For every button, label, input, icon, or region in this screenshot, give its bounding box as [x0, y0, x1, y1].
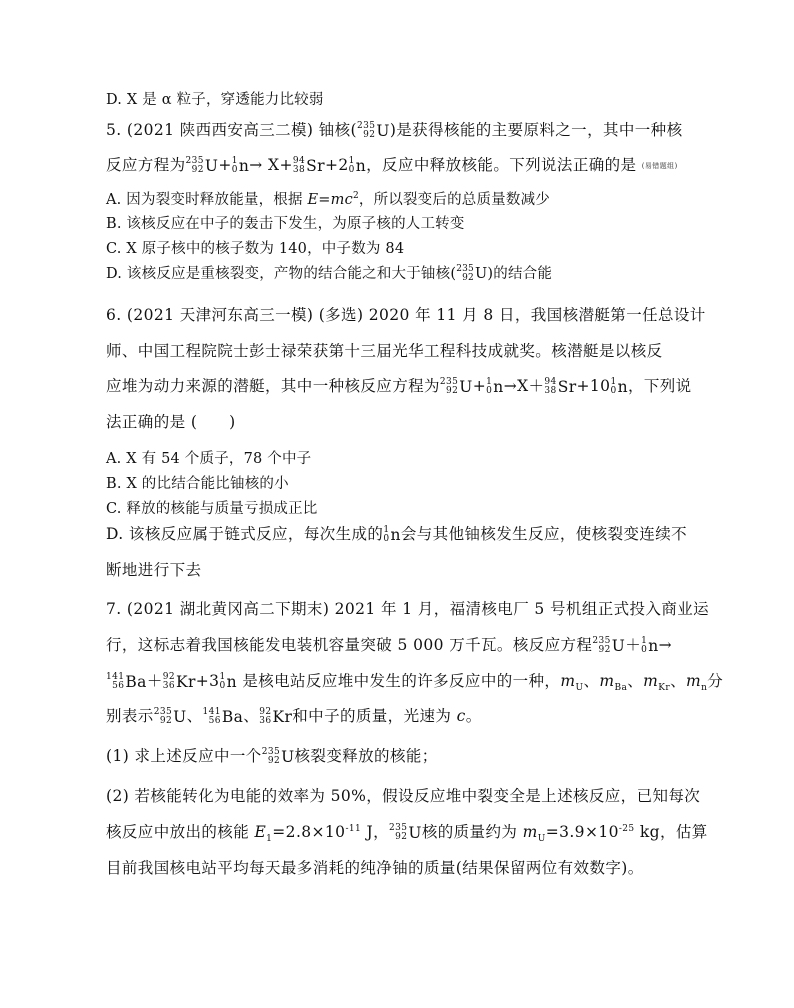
q5-option-b: B. 该核反应在中子的轰击下发生，为原子核的人工转变 [106, 216, 465, 232]
q6-stem-line3: 应堆为动力来源的潜艇，其中一种核反应方程为 235 92 U+ 1 0 n→X＋ 94 38 Sr+10 1 0 n，下列说 [106, 377, 692, 396]
q5-stem-line2: 反应方程为 235 92 U+ 1 0 n→ X+ 94 38 Sr+2 1 0 n，反应中释放核能。下列说法正确的是 (易错题组) [106, 156, 678, 175]
q4-option-d: D. X 是 α 粒子，穿透能力比较弱 [106, 92, 324, 108]
nuclide-u235: 235 92 U [356, 121, 390, 140]
q5-option-a: A. 因为裂变时释放能量，根据 $E=mc^2$，所以裂变后的总质量数减少 [106, 191, 550, 208]
q6-option-c: C. 释放的核能与质量亏损成正比 [106, 501, 318, 517]
q6-option-d-cont: 断地进行下去 [106, 561, 202, 579]
q5-option-d: D. 该核反应是重核裂变，产物的结合能之和大于铀核( 235 92 U)的结合能 [106, 264, 553, 283]
q6-stem-line1: 6. (2021 天津河东高三一模) (多选) 2020 年 11 月 8 日，我国核潜艇第一任总设计 [106, 306, 706, 324]
q7-stem-line2: 行，这标志着我国核能发电装机容量突破 5 000 万千瓦。核反应方程 235 92 U＋ 1 0 n→ [106, 636, 673, 655]
q7-stem-line4: 别表示 235 92 U、 141 56 Ba、 92 36 Kr和中子的质量，光速为 c。 [106, 707, 482, 726]
q5-option-c: C. X 原子核中的核子数为 140，中子数为 84 [106, 241, 405, 257]
q7-part2-line3: 目前我国核电站平均每天最多消耗的纯净铀的质量(结果保留两位有效数字)。 [106, 859, 644, 877]
q6-stem-line4: 法正确的是 ( ) [106, 413, 236, 431]
q7-part1: (1) 求上述反应中一个 235 92 U核裂变释放的核能； [106, 747, 438, 766]
q6-option-a: A. X 有 54 个质子，78 个中子 [106, 451, 312, 467]
q6-option-b: B. X 的比结合能比铀核的小 [106, 476, 289, 492]
q6-stem-line2: 师、中国工程院院士彭士禄荣获第十三届光华工程科技成就奖。核潜艇是以核反 [106, 342, 663, 360]
q6-option-d: D. 该核反应属于链式反应，每次生成的 1 0 n会与其他铀核发生反应，使核裂变连续不 [106, 525, 688, 544]
q5-note: (易错题组) [641, 162, 678, 170]
q7-stem-line1: 7. (2021 湖北黄冈高二下期末) 2021 年 1 月，福清核电厂 5 号机组正式投入商业运 [106, 600, 710, 618]
q5-stem-line1: 5. (2021 陕西西安高三二模) 铀核( 235 92 U)是获得核能的主要原料之一，其中一种核 [106, 121, 683, 140]
q7-part2-line2: 核反应中放出的核能 $E_1=2.8\times 10^{-11}$ J， 235 92 U核的质量约为 $m_U=3.9\times 10^{-25}$ kg，估算 [106, 823, 708, 845]
q7-stem-line3: 141 56 Ba＋ 92 36 Kr+3 1 0 n 是核电站反应堆中发生的许多反应中的一种，$m_U$、$m_{Ba}$、$m_{Kr}$、$m_n$分 [106, 672, 724, 694]
q7-part2-line1: (2) 若核能转化为电能的效率为 50%，假设反应堆中裂变全是上述核反应，已知每次 [106, 787, 701, 805]
